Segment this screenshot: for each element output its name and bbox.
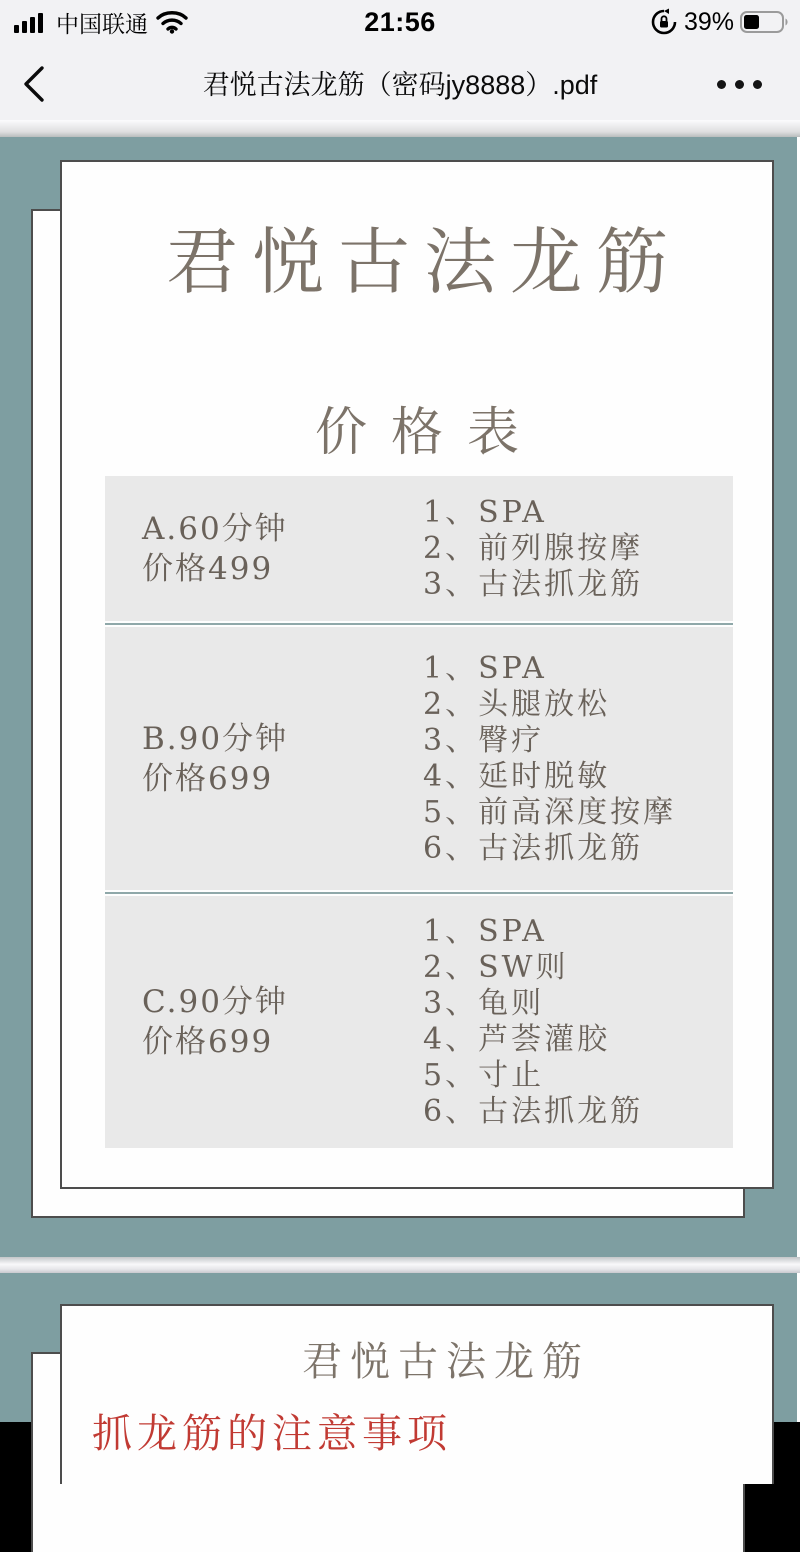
document-page-2 bbox=[60, 1304, 774, 1484]
document-title: 君悦古法龙筋（密码jy8888）.pdf bbox=[202, 69, 598, 100]
service-item: 2、头腿放松 bbox=[423, 686, 611, 722]
plan-duration: C.90分钟 bbox=[142, 984, 288, 1020]
notice-heading-clipped: 抓龙筋的注意事项 bbox=[92, 1411, 452, 1457]
battery-percent-label: 39% bbox=[683, 7, 734, 36]
service-item: 2、前列腺按摩 bbox=[423, 530, 644, 566]
service-item: 5、寸止 bbox=[423, 1058, 545, 1093]
carrier-label: 中国联通 bbox=[56, 10, 148, 37]
price-table bbox=[105, 476, 733, 1148]
table-row bbox=[105, 627, 733, 890]
table-row bbox=[105, 896, 733, 1148]
table-row-divider bbox=[105, 892, 733, 894]
price-list-heading: 价格表 bbox=[314, 403, 543, 463]
more-ellipsis-icon bbox=[717, 80, 726, 89]
nav-bar bbox=[0, 44, 800, 120]
plan-price: 价格699 bbox=[142, 1024, 274, 1060]
service-item: 2、SW则 bbox=[423, 950, 569, 985]
plan-cell bbox=[105, 896, 423, 1148]
items-cell bbox=[423, 896, 733, 1148]
back-chevron-icon bbox=[22, 64, 46, 104]
document-page-1 bbox=[60, 160, 774, 1189]
service-item: 1、SPA bbox=[423, 494, 547, 530]
more-menu-button[interactable] bbox=[704, 66, 774, 102]
table-row-divider bbox=[105, 623, 733, 625]
page-separator bbox=[0, 1257, 800, 1273]
service-item: 6、古法抓龙筋 bbox=[423, 830, 644, 866]
plan-price: 价格499 bbox=[142, 550, 274, 587]
service-item: 6、古法抓龙筋 bbox=[423, 1094, 644, 1129]
service-item: 4、延时脱敏 bbox=[423, 758, 611, 794]
back-button[interactable] bbox=[22, 62, 62, 106]
service-item: 3、臀疗 bbox=[423, 722, 545, 758]
service-item: 1、SPA bbox=[423, 914, 547, 949]
pdf-viewer[interactable] bbox=[0, 137, 800, 1457]
service-item: 1、SPA bbox=[423, 650, 547, 686]
plan-cell bbox=[105, 476, 423, 621]
page-2-title: 君悦古法龙筋 bbox=[302, 1339, 590, 1385]
pdf-page-1 bbox=[0, 137, 797, 1257]
pdf-page-2 bbox=[0, 1273, 797, 1457]
plan-cell bbox=[105, 627, 423, 890]
service-item: 3、龟则 bbox=[423, 986, 545, 1021]
plan-price: 价格699 bbox=[142, 760, 274, 797]
items-cell bbox=[423, 627, 733, 890]
service-item: 3、古法抓龙筋 bbox=[423, 566, 644, 602]
page-title: 君悦古法龙筋 bbox=[165, 220, 682, 304]
items-cell bbox=[423, 476, 733, 621]
table-row bbox=[105, 476, 733, 621]
status-bar bbox=[0, 0, 800, 44]
navbar-divider bbox=[0, 120, 800, 137]
plan-duration: B.90分钟 bbox=[142, 720, 289, 757]
service-item: 4、芦荟灌胶 bbox=[423, 1022, 611, 1057]
service-item: 5、前高深度按摩 bbox=[423, 794, 677, 830]
clock: 21:56 bbox=[364, 6, 436, 37]
plan-duration: A.60分钟 bbox=[142, 510, 288, 547]
